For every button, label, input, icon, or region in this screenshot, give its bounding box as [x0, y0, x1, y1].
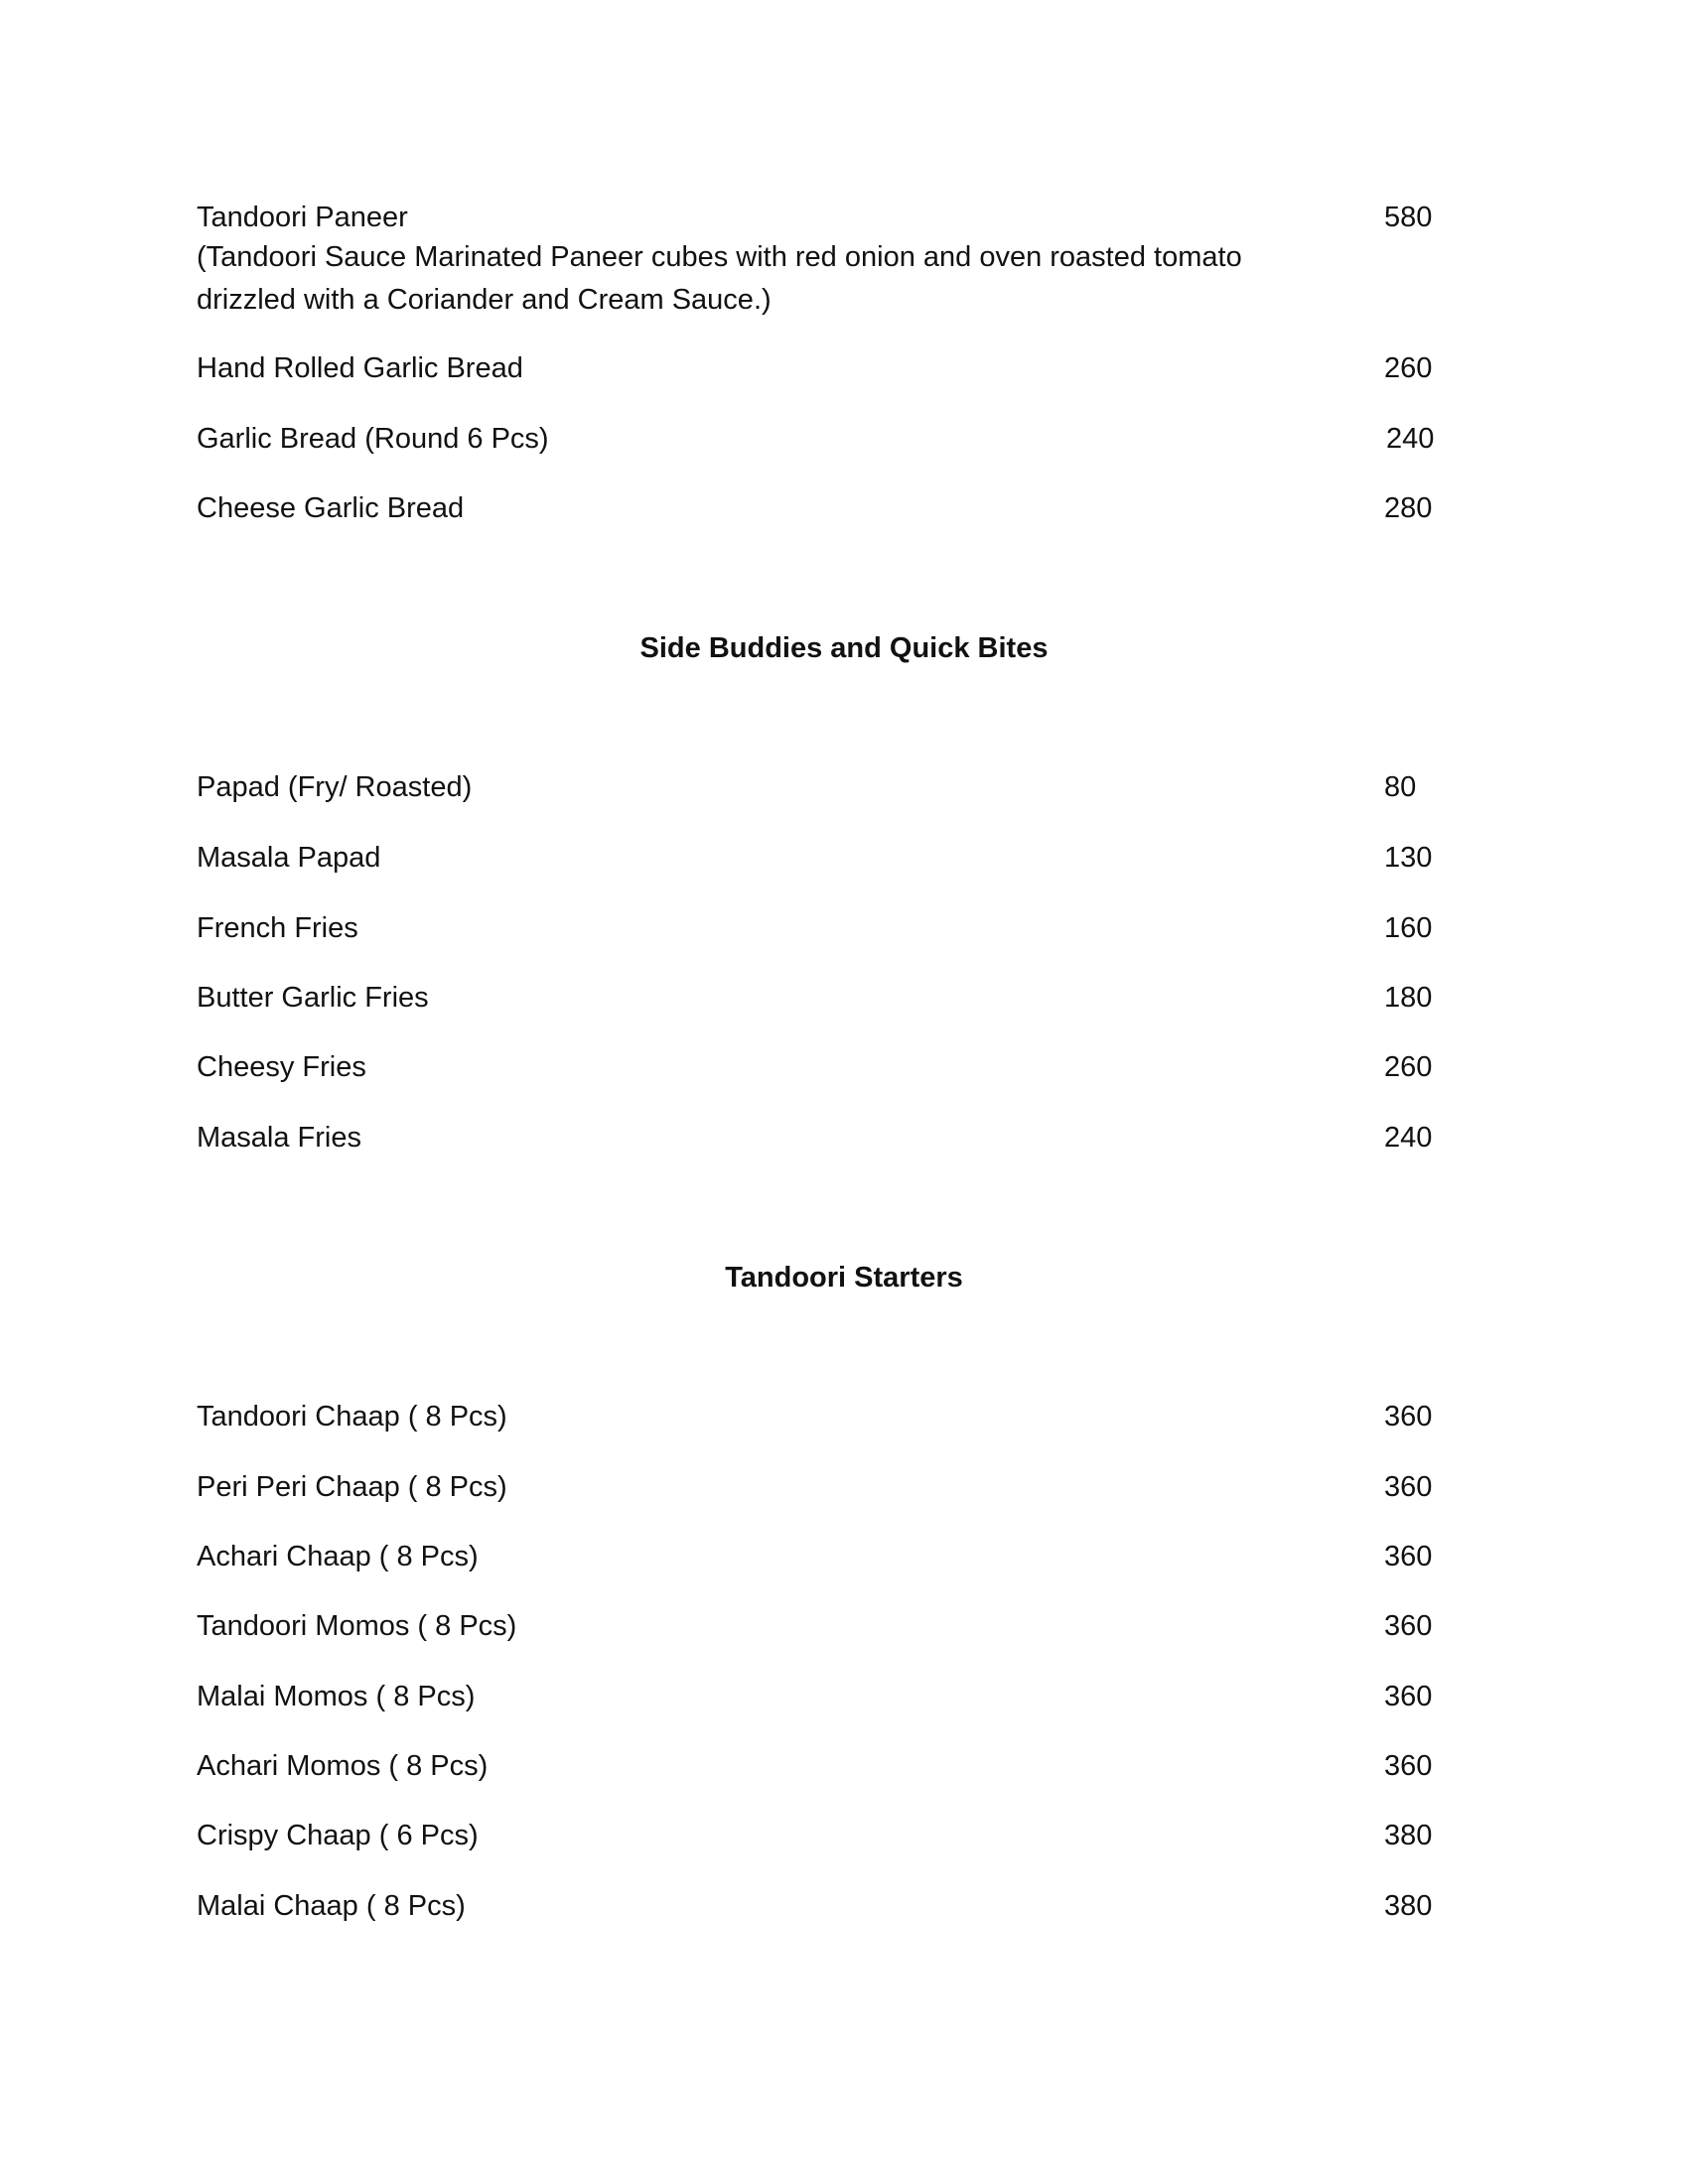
item-price: 180 — [1384, 982, 1433, 1014]
item-name: Papad (Fry/ Roasted) — [197, 771, 473, 803]
item-price: 360 — [1384, 1750, 1433, 1782]
item-name: Masala Fries — [197, 1122, 361, 1154]
item-name: Tandoori Chaap ( 8 Pcs) — [197, 1401, 507, 1433]
item-name: Tandoori Paneer — [197, 202, 408, 233]
item-price: 160 — [1384, 912, 1433, 944]
item-name: Garlic Bread (Round 6 Pcs) — [197, 423, 549, 455]
item-price: 360 — [1384, 1541, 1433, 1572]
item-name: Cheese Garlic Bread — [197, 492, 465, 524]
item-price: 360 — [1384, 1471, 1433, 1503]
item-name: Malai Momos ( 8 Pcs) — [197, 1681, 476, 1712]
item-price: 360 — [1384, 1401, 1433, 1433]
item-name: Achari Chaap ( 8 Pcs) — [197, 1541, 479, 1572]
item-price: 380 — [1384, 1820, 1433, 1851]
item-price: 360 — [1384, 1610, 1433, 1642]
item-price: 240 — [1386, 423, 1435, 455]
item-name: Peri Peri Chaap ( 8 Pcs) — [197, 1471, 507, 1503]
item-name: Tandoori Momos ( 8 Pcs) — [197, 1610, 517, 1642]
item-price: 580 — [1384, 202, 1433, 233]
item-name: Achari Momos ( 8 Pcs) — [197, 1750, 489, 1782]
item-name: Cheesy Fries — [197, 1051, 366, 1083]
item-price: 240 — [1384, 1122, 1433, 1154]
item-price: 80 — [1384, 771, 1417, 803]
item-description: (Tandoori Sauce Marinated Paneer cubes with red onion and oven roasted tomato drizzled with a Coriander and Cream Sauce.) — [197, 241, 1242, 316]
item-name: Malai Chaap ( 8 Pcs) — [197, 1890, 466, 1922]
item-name: Crispy Chaap ( 6 Pcs) — [197, 1820, 479, 1851]
item-name: Masala Papad — [197, 842, 381, 874]
item-name: French Fries — [197, 912, 358, 944]
section-title-side-buddies: Side Buddies and Quick Bites — [639, 632, 1049, 664]
item-price: 360 — [1384, 1681, 1433, 1712]
item-price: 380 — [1384, 1890, 1433, 1922]
item-price: 260 — [1384, 352, 1433, 384]
item-name: Hand Rolled Garlic Bread — [197, 352, 523, 384]
item-price: 260 — [1384, 1051, 1433, 1083]
item-price: 130 — [1384, 842, 1433, 874]
section-title-tandoori-starters: Tandoori Starters — [725, 1262, 963, 1294]
item-price: 280 — [1384, 492, 1433, 524]
item-name: Butter Garlic Fries — [197, 982, 429, 1014]
